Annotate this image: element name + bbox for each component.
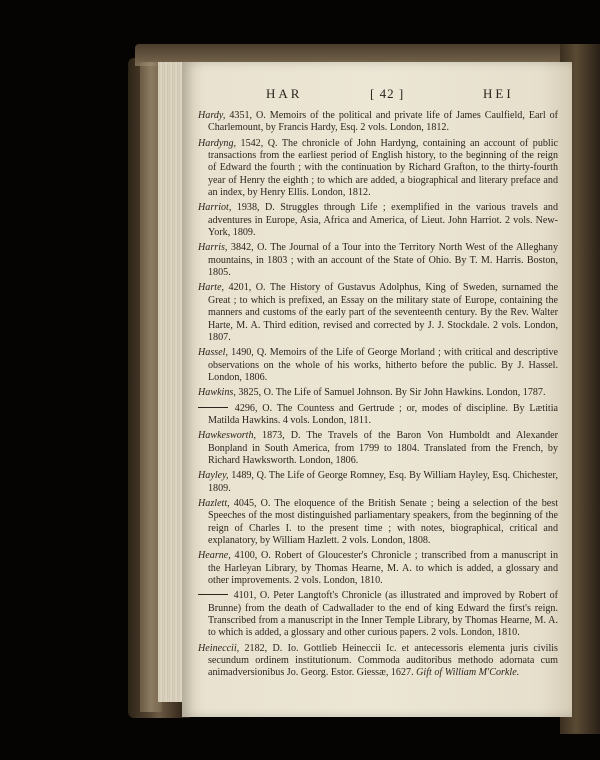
entry-text: 2182, D. Io. Gottlieb Heineccii Ic. et antecessoris elementa juris civilis secundum ordinem institutionum. Commoda auditoribus methodo adornata cum animadversionibus Jo. Georg. Estor. Giessæ, 1627.	[208, 642, 558, 679]
running-header	[200, 86, 560, 104]
catalogue-entry	[198, 387, 558, 399]
entry-author: Hazlett,	[198, 497, 230, 509]
entry-text: 4296, O. The Countess and Gertrude ; or, modes of discipline. By Lætitia Matilda Hawkins. 4 vols. London, 1811.	[208, 402, 558, 426]
entry-author: Harris,	[198, 242, 228, 254]
catalogue-entry	[198, 430, 558, 467]
entry-author: Harte,	[198, 282, 225, 294]
catalogue-entry	[198, 110, 558, 135]
entry-text: 4201, O. The History of Gustavus Adolphus, King of Sweden, surnamed the Great ; to which is prefixed, an Essay on the military state of Europe, containing the manners and customs of the early part of the seventeenth century. By the Rev. Walter Harte, M. A. Third edition, revised and corrected by J. J. Stockdale. 2 vols. London, 1807.	[208, 282, 558, 343]
entry-text: 1542, Q. The chronicle of John Hardyng, containing an account of public transactions from the earliest period of English history, to the beginning of the reign of Edward the fourth ; with the continuation by Richard Grafton, to the thirty-fourth year of Henry the eighth ; to which are added, a biographical and literary preface and an index, by Henry Ellis. London, 1812.	[208, 137, 558, 199]
entry-text: 3825, O. The Life of Samuel Johnson. By Sir John Hawkins. London, 1787.	[235, 387, 546, 399]
entry-text: 1489, Q. The Life of George Romney, Esq. By William Hayley, Esq. Chichester, 1809.	[208, 470, 558, 494]
catalogue-entry	[198, 202, 558, 239]
entry-author: Hassel,	[198, 347, 229, 359]
entry-text: 1873, D. The Travels of the Baron Von Humboldt and Alexander Bonpland in South America, from 1799 to 1804. Translated from the French, by Richard Hawksworth. London, 1806.	[208, 430, 558, 466]
catalogue-entry	[198, 643, 558, 680]
entry-author: Hawkesworth,	[198, 430, 257, 442]
entry-text: 4351, O. Memoirs of the political and private life of James Caulfield, Earl of Charlemount, by Francis Hardy, Esq. 2 vols. London, 1812.	[208, 110, 558, 134]
ditto-rule	[198, 594, 228, 595]
catalogue-entry	[198, 138, 558, 200]
entry-text: 1490, Q. Memoirs of the Life of George Morland ; with critical and descriptive observations on the whole of his works, hitherto before the public. By J. Hassel. London, 1806.	[208, 347, 558, 383]
catalogue-entry	[198, 590, 558, 639]
page-number: [ 42 ]	[370, 86, 405, 101]
entry-text: 3842, O. The Journal of a Tour into the Territory North West of the Alleghany mountains, in 1803 ; with an account of the State of Ohio. By T. M. Harris. Boston, 1805.	[208, 242, 558, 279]
entry-author: Hayley,	[198, 470, 229, 482]
entry-author: Hardyng,	[198, 137, 237, 149]
catalogue-entry	[198, 470, 558, 495]
entry-text: 1938, D. Struggles through Life ; exemplified in the various travels and adventures in Europe, Asia, Africa and America, of Lieut. John Harriot. 2 vols. New-York, 1809.	[208, 202, 558, 239]
ditto-rule	[198, 407, 228, 408]
catalogue-entries	[198, 110, 558, 683]
entry-text: 4100, O. Robert of Gloucester's Chronicle ; transcribed from a manuscript in the Harleyan Library, by Thomas Hearne, M. A. to which is added, a glossary and other improvements. 2 vols. London, 1810.	[208, 550, 558, 587]
entry-text: 4101, O. Peter Langtoft's Chronicle (as illustrated and improved by Robert of Brunne) from the death of Cadwallader to the end of king Edward the first's reign. Transcribed from a manuscript in the Inner Temple Library, by Thomas Hearne, M. A. to which is added, a glossary and other curious papers. 2 vols. London, 1810.	[208, 590, 558, 639]
entry-author: Hearne,	[198, 550, 231, 562]
entry-gift-note: Gift of William M'Corkle.	[416, 667, 520, 679]
entry-author: Harriot,	[198, 202, 232, 214]
catalogue-entry	[198, 550, 558, 587]
entry-author: Hawkins,	[198, 387, 236, 399]
entry-author: Heineccii,	[198, 642, 240, 654]
catalogue-entry	[198, 403, 558, 428]
entry-text: 4045, O. The eloquence of the British Senate ; being a selection of the best Speeches of the most distinguished parliamentary speakers, from the beginning of the reign of Charles I. to the present time ; with notes, biographical, critical and explanatory, by William Hazlett. 2 vols. London, 1808.	[208, 497, 558, 546]
catalogue-entry	[198, 498, 558, 547]
header-left: HAR	[266, 86, 303, 101]
catalogue-entry	[198, 282, 558, 344]
catalogue-entry	[198, 242, 558, 279]
catalogue-entry	[198, 347, 558, 384]
entry-author: Hardy,	[198, 110, 226, 121]
header-right: HEI	[483, 86, 514, 101]
